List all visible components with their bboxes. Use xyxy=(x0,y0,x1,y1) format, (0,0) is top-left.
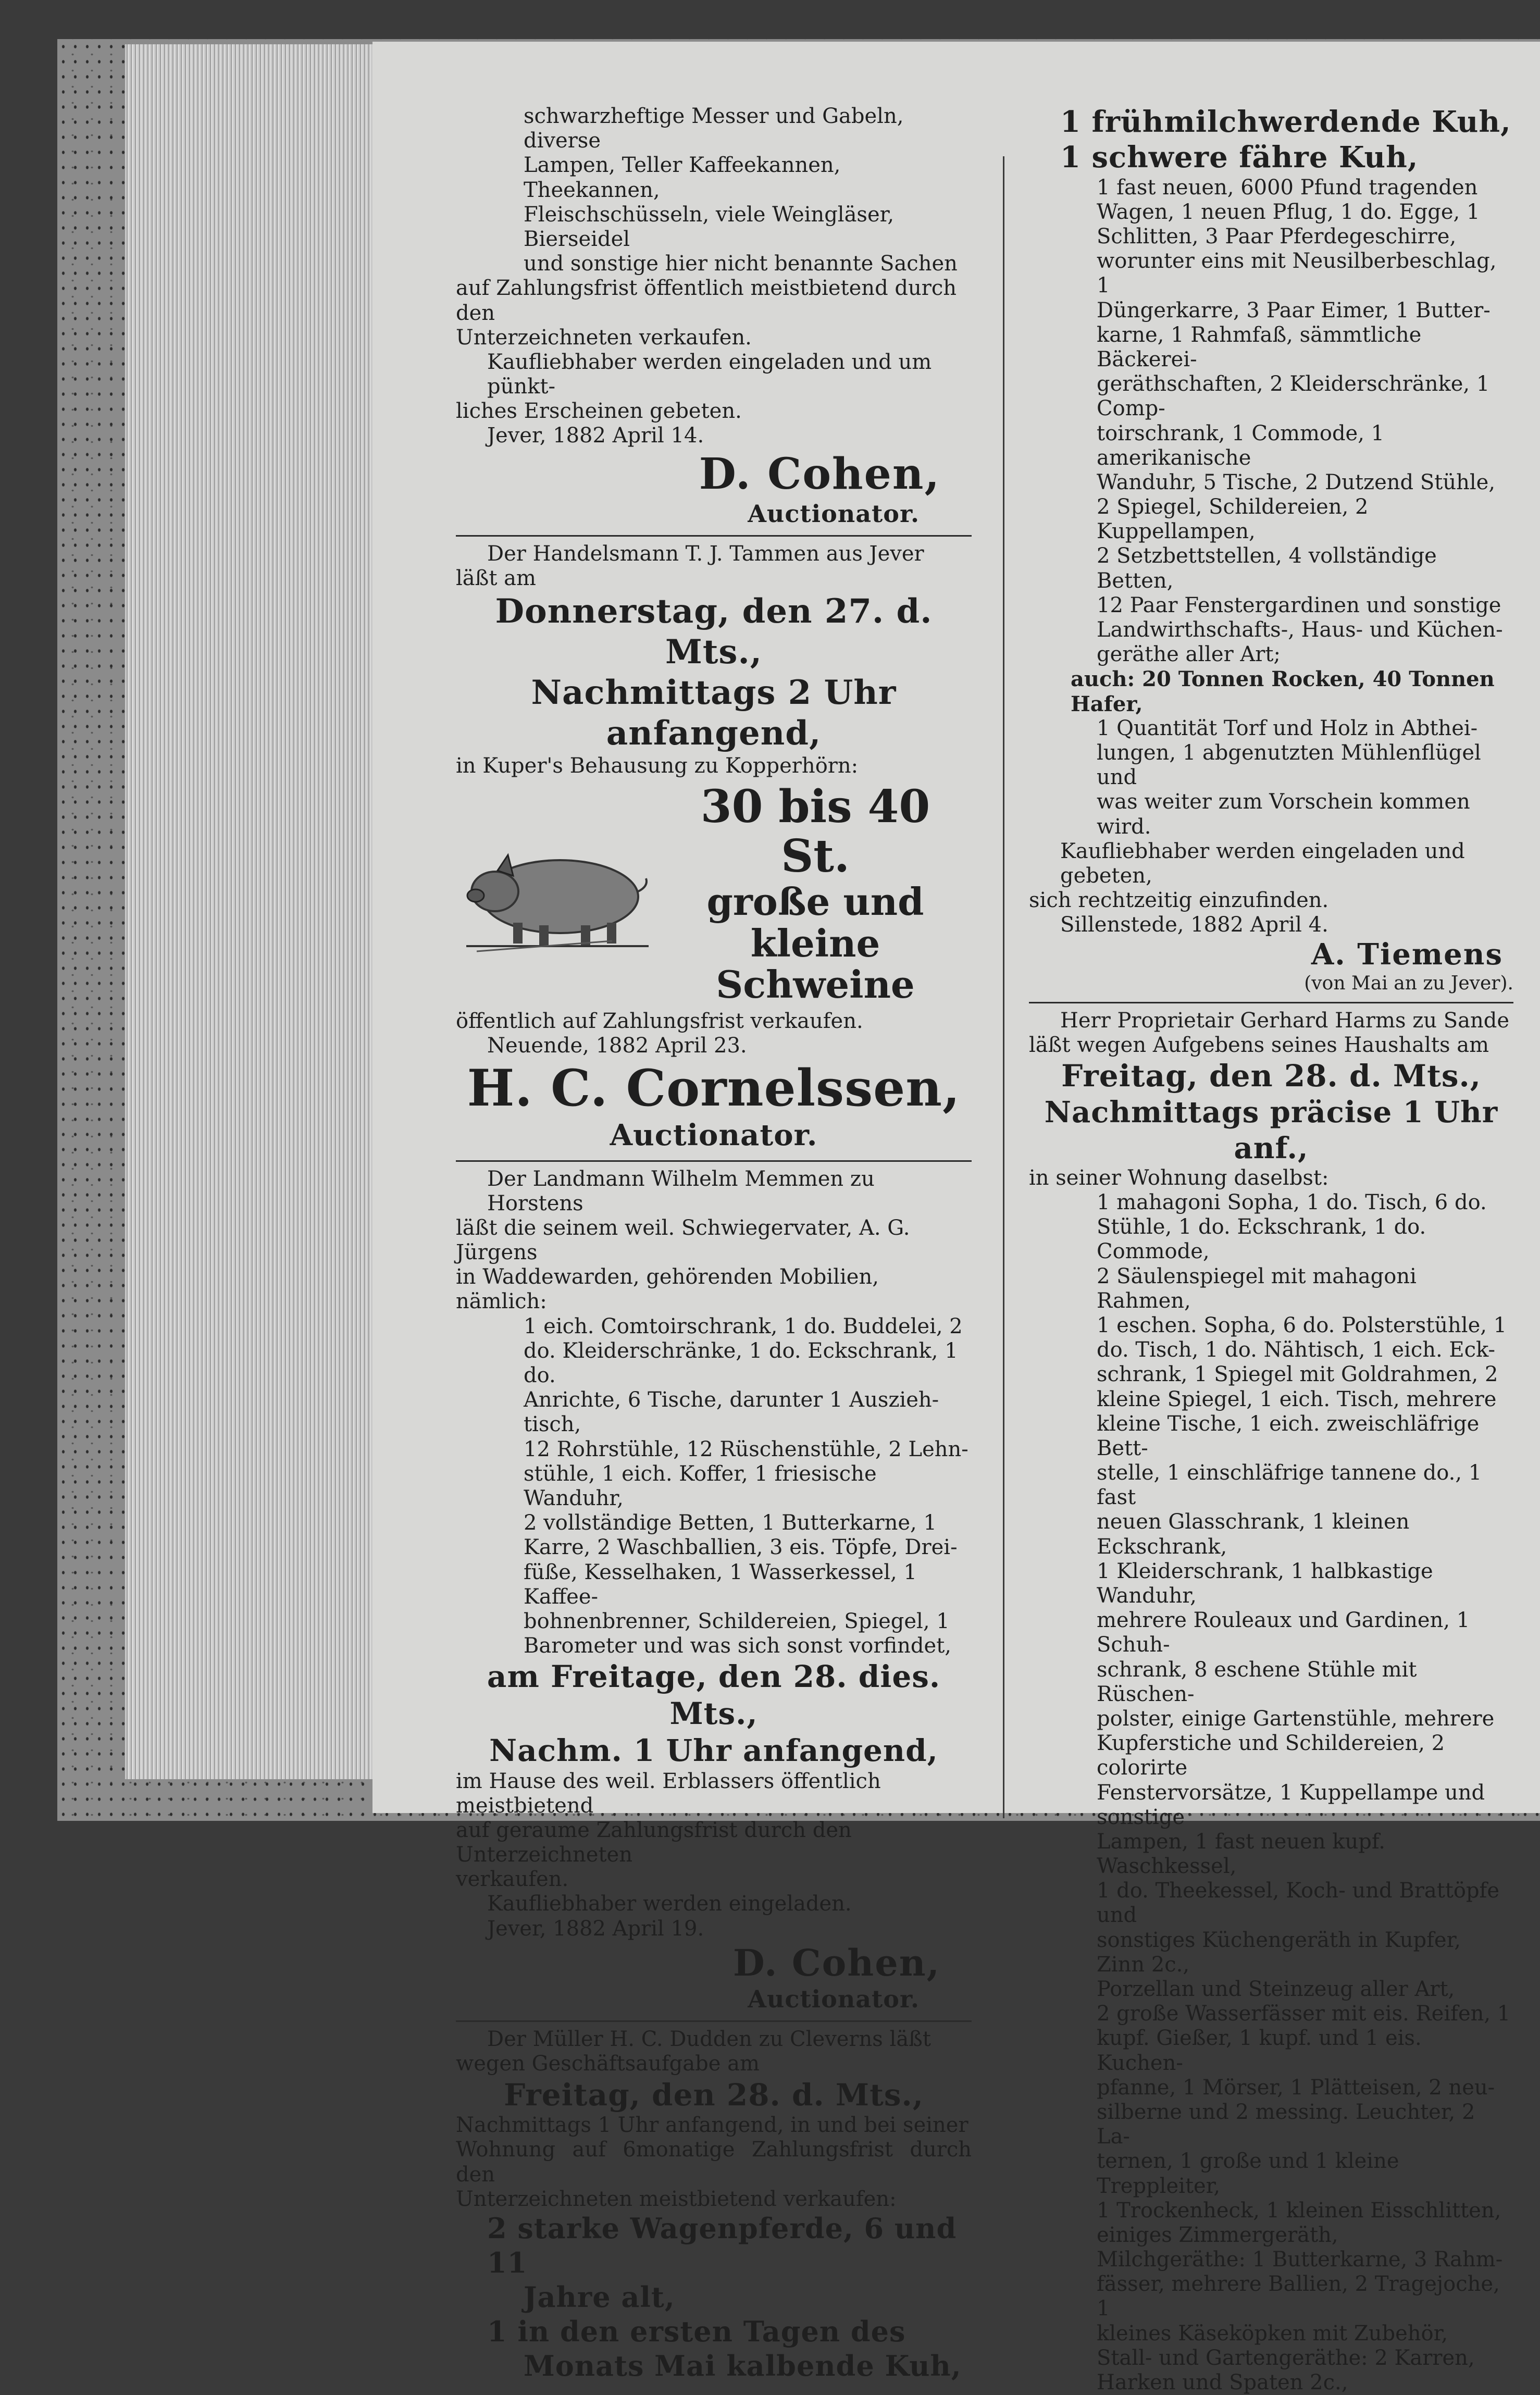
ad-dateline: Jever, 1882 April 19. xyxy=(487,1916,704,1941)
ad-item: Karre, 2 Waschballien, 3 eis. Töpfe, Drei- xyxy=(524,1535,958,1560)
ad-item: geräthschaften, 2 Kleiderschränke, 1 Comp- xyxy=(1097,372,1490,421)
ad-auch: auch: 20 Tonnen Rocken, 40 Tonnen Hafer, xyxy=(1071,667,1495,716)
ad-item: kleine Spiegel, 1 eich. Tisch, mehrere xyxy=(1097,1387,1497,1411)
ad-item: Kupferstiche und Schildereien, 2 colorirte xyxy=(1097,1731,1445,1780)
ad-item: 2 Setzbettstellen, 4 vollständige Betten, xyxy=(1097,544,1437,593)
ad-item: pfanne, 1 Mörser, 1 Plätteisen, 2 neu- xyxy=(1097,2075,1495,2100)
ad-date: am Freitage, den 28. dies. Mts., xyxy=(487,1659,941,1732)
page-edges xyxy=(125,44,375,1779)
column-divider xyxy=(1003,156,1004,1818)
ad-invite: Kaufliebhaber werden eingeladen. xyxy=(487,1892,852,1916)
ad-line: Lampen, Teller Kaffeekannen, Theekannen, xyxy=(524,153,841,202)
ad-item: 1 fast neuen, 6000 Pfund tragenden xyxy=(1097,175,1478,200)
ad-line: Fleischschüsseln, viele Weingläser, Bierseidel xyxy=(524,202,895,251)
ad-big-line: 2 starke Wagenpferde, 6 und 11 xyxy=(487,2212,957,2279)
ad-invite: Kaufliebhaber werden eingeladen und gebeten, xyxy=(1060,839,1465,888)
ad-item: füße, Kesselhaken, 1 Wasserkessel, 1 Kaffee- xyxy=(524,1560,917,1609)
ad-intro: läßt am xyxy=(456,566,536,591)
pig-icon xyxy=(456,834,654,954)
ad-item: do. Kleiderschränke, 1 do. Eckschrank, 1 do. xyxy=(524,1338,958,1388)
ad-intro: Der Handelsmann T. J. Tammen aus Jever xyxy=(487,542,924,566)
ad-item: 12 Rohrstühle, 12 Rüschenstühle, 2 Lehn- xyxy=(524,1437,968,1461)
ad-item: fässer, mehrere Ballien, 2 Tragejoche, 1 xyxy=(1097,2272,1500,2321)
ad-item: worunter eins mit Neusilberbeschlag, 1 xyxy=(1097,249,1497,298)
ad-dudden xyxy=(456,2027,972,2383)
ad-signature: A. Tiemens xyxy=(1311,937,1503,972)
ad-item: Wagen, 1 neuen Pflug, 1 do. Egge, 1 xyxy=(1097,200,1480,224)
ad-time: Nachm. 1 Uhr anfangend, xyxy=(489,1732,938,1768)
ad-item: Schlitten, 3 Paar Pferdegeschirre, xyxy=(1097,225,1457,249)
ad-place: in Kuper's Behausung zu Kopperhörn: xyxy=(456,753,859,778)
ad-item: karne, 1 Rahmfaß, sämmtliche Bäckerei- xyxy=(1097,322,1422,371)
ad-date: Freitag, den 28. d. Mts., xyxy=(504,2077,924,2113)
ad-item: 1 Trockenheck, 1 kleinen Eisschlitten, xyxy=(1097,2198,1501,2223)
ad-item: kleine Tische, 1 eich. zweischläfrige Bett- xyxy=(1097,1411,1480,1460)
ad-dateline: Jever, 1882 April 14. xyxy=(487,424,704,448)
ad-dateline: Sillenstede, 1882 April 4. xyxy=(1060,913,1328,937)
ad-memmen xyxy=(456,1167,972,2014)
ad-item: 1 Quantität Torf und Holz in Abthei- xyxy=(1097,716,1478,740)
ad-item: schrank, 8 eschene Stühle mit Rüschen- xyxy=(1097,1657,1417,1706)
ad-item: sonstiges Küchengeräth in Kupfer, Zinn 2c., xyxy=(1097,1928,1461,1977)
ad-date: Donnerstag, den 27. d. Mts., xyxy=(495,591,933,672)
ad-signature: D. Cohen, xyxy=(732,1941,940,1984)
ad-item: 12 Paar Fenstergardinen und sonstige xyxy=(1097,593,1501,617)
ad-big-line: 1 in den ersten Tagen des xyxy=(487,2314,906,2348)
ad-item: Stall- und Gartengeräthe: 2 Karren, xyxy=(1097,2346,1475,2370)
ad-role: Auctionator. xyxy=(748,500,920,528)
ad-harms xyxy=(1029,1009,1513,2395)
ad-line: in Waddewarden, gehörenden Mobilien, nämlich: xyxy=(456,1265,879,1314)
ad-line: und sonstige hier nicht benannte Sachen xyxy=(524,252,958,276)
pig-item: Schweine xyxy=(716,962,915,1007)
ad-line: läßt die seinem weil. Schwiegervater, A. G. Jürgens xyxy=(456,1215,910,1265)
ad-note: (von Mai an zu Jever). xyxy=(1304,972,1513,994)
ad-line: Unterzeichneten verkaufen. xyxy=(456,325,752,350)
ad-intro: Der Müller H. C. Dudden zu Cleverns läßt xyxy=(487,2027,931,2052)
ad-item: Wanduhr, 5 Tische, 2 Dutzend Stühle, xyxy=(1097,470,1496,494)
ad-item: Landwirthschafts-, Haus- und Küchen- xyxy=(1097,618,1503,642)
ad-line: liches Erscheinen gebeten. xyxy=(456,399,742,424)
ad-item: 1 eschen. Sopha, 6 do. Polsterstühle, 1 xyxy=(1097,1313,1507,1337)
ad-item: kupf. Gießer, 1 kupf. und 1 eis. Kuchen- xyxy=(1097,2026,1422,2075)
ad-item: mehrere Rouleaux und Gardinen, 1 Schuh- xyxy=(1097,1608,1470,1657)
ad-role: Auctionator. xyxy=(748,1984,920,2013)
ad-item: Fenstervorsätze, 1 Kuppellampe und sonstige xyxy=(1097,1780,1485,1829)
ad-line: auf geraume Zahlungsfrist durch den Unterzeichneten xyxy=(456,1818,852,1867)
ad-invite: sich rechtzeitig einzufinden. xyxy=(1029,888,1329,913)
ad-item: ternen, 1 große und 1 kleine Treppleiter, xyxy=(1097,2149,1399,2198)
ad-big-line: 1 frühmilchwerdende Kuh, xyxy=(1060,105,1511,139)
ad-date: Freitag, den 28. d. Mts., xyxy=(1061,1058,1481,1094)
ad-item: 1 do. Theekessel, Koch- und Brattöpfe und xyxy=(1097,1879,1500,1928)
ad-big-line: Monats Mai kalbende Kuh, xyxy=(524,2349,962,2382)
ad-line: schwarzheftige Messer und Gabeln, diverse xyxy=(524,104,904,153)
ad-intro: wegen Geschäftsaufgabe am xyxy=(456,2052,760,2076)
ad-tiemens xyxy=(1029,104,1513,995)
ad-item: toirschrank, 1 Commode, 1 amerikanische xyxy=(1097,421,1385,470)
ad-item: 2 Spiegel, Schildereien, 2 Kuppellampen, xyxy=(1097,495,1369,544)
pig-text xyxy=(659,780,972,1007)
ad-item: neuen Glasschrank, 1 kleinen Eckschrank, xyxy=(1097,1510,1410,1559)
ad-line: auf Zahlungsfrist öffentlich meistbietend durch den xyxy=(456,276,957,325)
ad-item: 2 große Wasserfässer mit eis. Reifen, 1 xyxy=(1097,2002,1511,2026)
ad-item: polster, einige Gartenstühle, mehrere xyxy=(1097,1706,1495,1731)
ad-item: Anrichte, 6 Tische, darunter 1 Ausziehtisch, xyxy=(524,1388,939,1437)
ad-signature: H. C. Cornelssen, xyxy=(467,1059,961,1118)
ad-line: Der Landmann Wilhelm Memmen zu Horstens xyxy=(487,1167,875,1215)
ad-separator xyxy=(1029,1002,1513,1003)
ad-big-line: 1 schwere fähre Kuh, xyxy=(1060,140,1419,175)
ad-item: Barometer und was sich sonst vorfindet, xyxy=(524,1634,951,1658)
ad-line: Wohnung auf 6monatige Zahlungsfrist durch den xyxy=(456,2138,972,2187)
ad-intro: läßt wegen Aufgebens seines Haushalts am xyxy=(1029,1033,1489,1058)
ad-item: stelle, 1 einschläfrige tannene do., 1 fast xyxy=(1097,1461,1482,1510)
ad-line: Nachmittags 1 Uhr anfangend, in und bei seiner xyxy=(456,2113,968,2138)
ad-tammen xyxy=(456,542,972,1152)
ad-item: silberne und 2 messing. Leuchter, 2 La- xyxy=(1097,2100,1475,2149)
ad-item: Porzellan und Steinzeug aller Art, xyxy=(1097,1977,1455,2002)
ad-role: Auctionator. xyxy=(610,1118,818,1153)
ad-separator xyxy=(456,1160,972,1162)
ad-line: Unterzeichneten meistbietend verkaufen: xyxy=(456,2187,897,2211)
right-column xyxy=(1029,104,1513,2395)
ad-sale: öffentlich auf Zahlungsfrist verkaufen. xyxy=(456,1009,863,1033)
ad-separator xyxy=(456,535,972,537)
pig-block xyxy=(456,780,972,1007)
ad-item: 1 mahagoni Sopha, 1 do. Tisch, 6 do. xyxy=(1097,1190,1487,1215)
ad-line: verkaufen. xyxy=(456,1867,569,1892)
ad-item: do. Tisch, 1 do. Nähtisch, 1 eich. Eck- xyxy=(1097,1338,1496,1362)
ad-item: stühle, 1 eich. Koffer, 1 friesische Wanduhr, xyxy=(524,1461,877,1510)
ad-time: Nachmittags präcise 1 Uhr anf., xyxy=(1044,1095,1498,1165)
pig-count: 30 bis 40 St. xyxy=(700,780,930,883)
ad-cohen-1 xyxy=(456,104,972,528)
ad-place: in seiner Wohnung daselbst: xyxy=(1029,1165,1329,1190)
ad-time: Nachmittags 2 Uhr anfangend, xyxy=(531,673,897,753)
ad-signature: D. Cohen, xyxy=(699,449,940,499)
ad-item: Stühle, 1 do. Eckschrank, 1 do. Commode, xyxy=(1097,1215,1426,1264)
ad-item: geräthe aller Art; xyxy=(1097,642,1281,667)
ad-item: 1 Kleiderschrank, 1 halbkastige Wanduhr, xyxy=(1097,1559,1433,1608)
ad-item: Lampen, 1 fast neuen kupf. Waschkessel, xyxy=(1097,1829,1385,1879)
ad-item: 1 eich. Comtoirschrank, 1 do. Buddelei, 2 xyxy=(524,1314,963,1338)
ad-item: einiges Zimmergeräth, xyxy=(1097,2223,1338,2247)
ad-item: schrank, 1 Spiegel mit Goldrahmen, 2 xyxy=(1097,1362,1498,1387)
ad-item: kleines Käseköpken mit Zubehör, xyxy=(1097,2321,1448,2346)
ad-line: im Hause des weil. Erblassers öffentlich meistbietend xyxy=(456,1769,881,1818)
pig-item: große und kleine xyxy=(706,879,924,965)
ad-item: bohnenbrenner, Schildereien, Spiegel, 1 xyxy=(524,1609,950,1633)
ad-item: 2 vollständige Betten, 1 Butterkarne, 1 xyxy=(524,1511,937,1535)
ad-item: Harken und Spaten 2c., xyxy=(1097,2371,1348,2395)
ad-item: lungen, 1 abgenutzten Mühlenflügel und xyxy=(1097,740,1481,790)
left-column xyxy=(456,104,972,2383)
ad-line: Kaufliebhaber werden eingeladen und um pünkt- xyxy=(487,350,932,399)
ad-separator xyxy=(456,2020,972,2022)
ad-big-line: Jahre alt, xyxy=(524,2280,675,2314)
ad-item: Milchgeräthe: 1 Butterkarne, 3 Rahm- xyxy=(1097,2248,1503,2272)
ad-dateline: Neuende, 1882 April 23. xyxy=(487,1034,747,1058)
ad-item: was weiter zum Vorschein kommen wird. xyxy=(1097,790,1470,839)
ad-intro: Herr Proprietair Gerhard Harms zu Sande xyxy=(1060,1009,1510,1033)
ad-item: 2 Säulenspiegel mit mahagoni Rahmen, xyxy=(1097,1264,1417,1313)
ad-item: Düngerkarre, 3 Paar Eimer, 1 Butter- xyxy=(1097,298,1491,322)
